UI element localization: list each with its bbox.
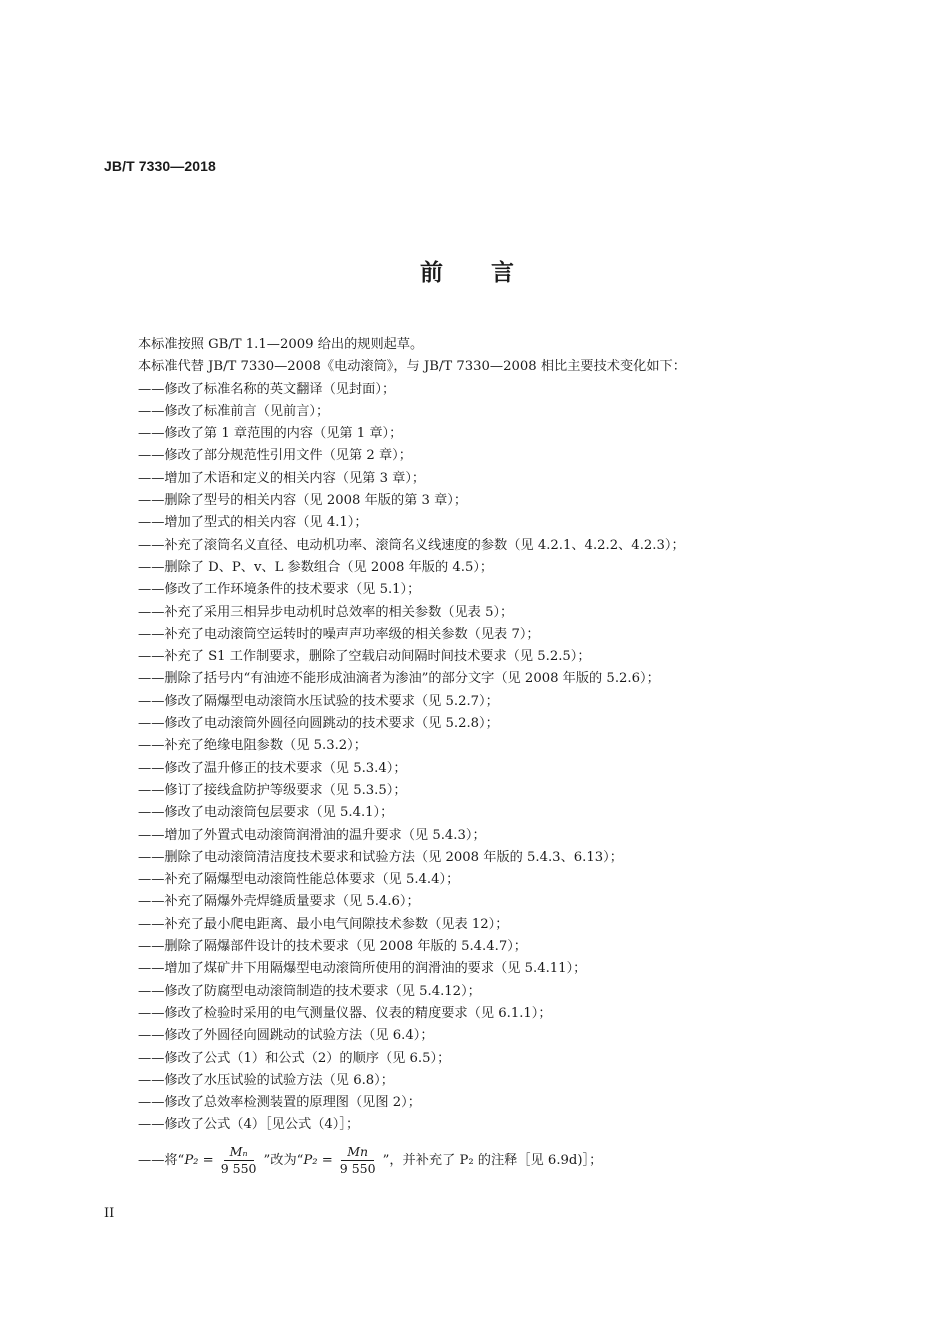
document-body — [138, 334, 858, 1183]
change-item: ——修改了外圆径向圆跳动的试验方法（见 6.4）； — [138, 1028, 434, 1044]
change-item: ——修改了标准名称的英文翻译（见封面）； — [138, 381, 396, 397]
formula-lhs-new: P₂ = — [303, 1152, 333, 1168]
change-item: ——修改了标准前言（见前言）； — [138, 403, 330, 419]
intro-paragraphs — [138, 334, 858, 379]
change-item: ——删除了 D、P、v、L 参数组合（见 2008 年版的 4.5）； — [138, 559, 494, 575]
change-item: ——修改了隔爆型电动滚筒水压试验的技术要求（见 5.2.7）； — [138, 693, 499, 709]
change-item: ——修改了总效率检测装置的原理图（见图 2）； — [138, 1095, 421, 1111]
formula-middle: ”改为“ — [263, 1152, 304, 1168]
change-list — [138, 379, 858, 1137]
formula-fraction-new — [336, 1144, 380, 1177]
change-item: ——修订了接线盒防护等级要求（见 5.3.5）； — [138, 782, 407, 798]
change-item: ——修改了第 1 章范围的内容（见第 1 章）； — [138, 426, 403, 442]
change-item: ——修改了水压试验的试验方法（见 6.8）； — [138, 1072, 394, 1088]
formula-lhs: P₂ = — [184, 1152, 214, 1168]
change-item: ——修改了公式（1）和公式（2）的顺序（见 6.5）； — [138, 1050, 451, 1066]
page-number: II — [104, 1206, 115, 1221]
change-item: ——补充了采用三相异步电动机时总效率的相关参数（见表 5）； — [138, 604, 514, 620]
paragraph: 本标准代替 JB/T 7330—2008《电动滚筒》，与 JB/T 7330—2008 相比主要技术变化如下： — [138, 359, 686, 375]
change-item: ——删除了括号内“有油迹不能形成油滴者为渗油”的部分文字（见 2008 年版的 5.2.6）； — [138, 671, 660, 687]
fraction-denominator: 9 550 — [339, 1161, 376, 1177]
change-item: ——修改了检验时采用的电气测量仪器、仪表的精度要求（见 6.1.1）； — [138, 1005, 552, 1021]
paragraph: 本标准按照 GB/T 1.1—2009 给出的规则起草。 — [138, 337, 424, 352]
change-item: ——删除了型号的相关内容（见 2008 年版的第 3 章）； — [138, 493, 468, 509]
change-item: ——修改了公式（4）［见公式（4）］； — [138, 1117, 360, 1133]
standard-code: JB/T 7330—2018 — [104, 158, 216, 174]
change-item: ——修改了电动滚筒包层要求（见 5.4.1）； — [138, 805, 394, 821]
change-item: ——补充了电动滚筒空运转时的噪声声功率级的相关参数（见表 7）； — [138, 626, 540, 642]
change-item: ——补充了滚筒名义直径、电动机功率、滚筒名义线速度的参数（见 4.2.1、4.2.2、4.2.3）； — [138, 537, 685, 553]
formula-change-item — [138, 1139, 858, 1183]
change-item: ——补充了 S1 工作制要求，删除了空载启动间隔时间技术要求（见 5.2.5）； — [138, 649, 591, 665]
change-item: ——修改了温升修正的技术要求（见 5.3.4）； — [138, 760, 407, 776]
change-item: ——增加了煤矿井下用隔爆型电动滚筒所使用的润滑油的要求（见 5.4.11）； — [138, 961, 587, 977]
formula-suffix: ”，并补充了 P₂ 的注释［见 6.9d)］； — [382, 1152, 603, 1168]
fraction-numerator: Mₙ — [224, 1144, 254, 1161]
change-item: ——修改了工作环境条件的技术要求（见 5.1）； — [138, 582, 421, 598]
page-title: 前言 — [420, 260, 562, 286]
change-item: ——补充了最小爬电距离、最小电气间隙技术参数（见表 12）； — [138, 916, 509, 932]
formula-prefix: ——将“ — [138, 1152, 185, 1168]
change-item: ——补充了隔爆型电动滚筒性能总体要求（见 5.4.4）； — [138, 872, 460, 888]
change-item: ——补充了绝缘电阻参数（见 5.3.2）； — [138, 738, 367, 754]
fraction-denominator: 9 550 — [220, 1161, 257, 1177]
change-item: ——修改了电动滚筒外圆径向圆跳动的技术要求（见 5.2.8）； — [138, 716, 499, 732]
change-item: ——修改了部分规范性引用文件（见第 2 章）； — [138, 448, 412, 464]
formula-fraction-old — [217, 1144, 261, 1177]
change-item: ——修改了防腐型电动滚筒制造的技术要求（见 5.4.12）； — [138, 983, 481, 999]
change-item: ——增加了外置式电动滚筒润滑油的温升要求（见 5.4.3）； — [138, 827, 486, 843]
change-item: ——删除了电动滚筒清洁度技术要求和试验方法（见 2008 年版的 5.4.3、6.13）； — [138, 849, 623, 865]
change-item: ——补充了隔爆外壳焊缝质量要求（见 5.4.6）； — [138, 894, 420, 910]
change-item: ——增加了型式的相关内容（见 4.1）； — [138, 515, 368, 531]
fraction-numerator: Mn — [341, 1144, 374, 1161]
change-item: ——增加了术语和定义的相关内容（见第 3 章）； — [138, 470, 426, 486]
change-item: ——删除了隔爆部件设计的技术要求（见 2008 年版的 5.4.4.7）； — [138, 939, 527, 955]
